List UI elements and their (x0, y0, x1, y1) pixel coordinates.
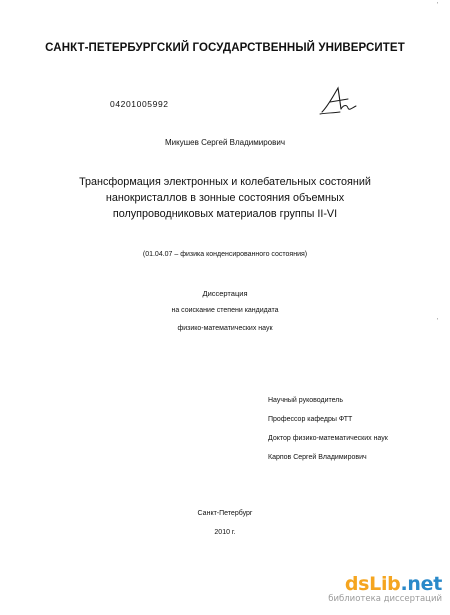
science-field: физико-математических наук (177, 325, 273, 332)
author-name: Микушев Сергей Владимирович (165, 138, 285, 147)
watermark-subtitle: библиотека диссертаций (328, 594, 442, 604)
university-heading: САНКТ-ПЕТЕРБУРГСКИЙ ГОСУДАРСТВЕННЫЙ УНИВЕРСИТЕТ (45, 42, 405, 54)
city: Санкт-Петербург (197, 510, 253, 517)
inventory-number: 04201005992 (110, 99, 169, 109)
handwritten-signature (318, 84, 358, 116)
supervisor-position: Профессор кафедры ФТТ (268, 416, 353, 423)
dslib-watermark (302, 573, 442, 604)
logo-part-net: .net (400, 573, 442, 595)
dissertation-title-line-2: нанокристаллов в зонные состояния объемных (105, 192, 345, 204)
supervisor-degree: Доктор физико-математических наук (268, 435, 388, 442)
supervisor-role: Научный руководитель (268, 397, 344, 404)
dissertation-title-line-1: Трансформация электронных и колебательных состояний (79, 176, 371, 188)
margin-mark-mid: ' (437, 318, 439, 325)
specialty-code: (01.04.07 – физика конденсированного состояния) (142, 251, 308, 258)
year: 2010 г. (214, 529, 236, 536)
logo-part-lib: Lib (369, 573, 401, 595)
document-type: Диссертация (202, 289, 248, 298)
degree-line: на соискание степени кандидата (171, 307, 279, 314)
dslib-logo (302, 573, 442, 595)
margin-mark-top: ' (437, 2, 439, 9)
dissertation-title-line-3: полупроводниковых материалов группы II-VI (112, 208, 338, 220)
supervisor-name: Карпов Сергей Владимирович (268, 454, 367, 461)
logo-part-ds: ds (344, 573, 370, 595)
